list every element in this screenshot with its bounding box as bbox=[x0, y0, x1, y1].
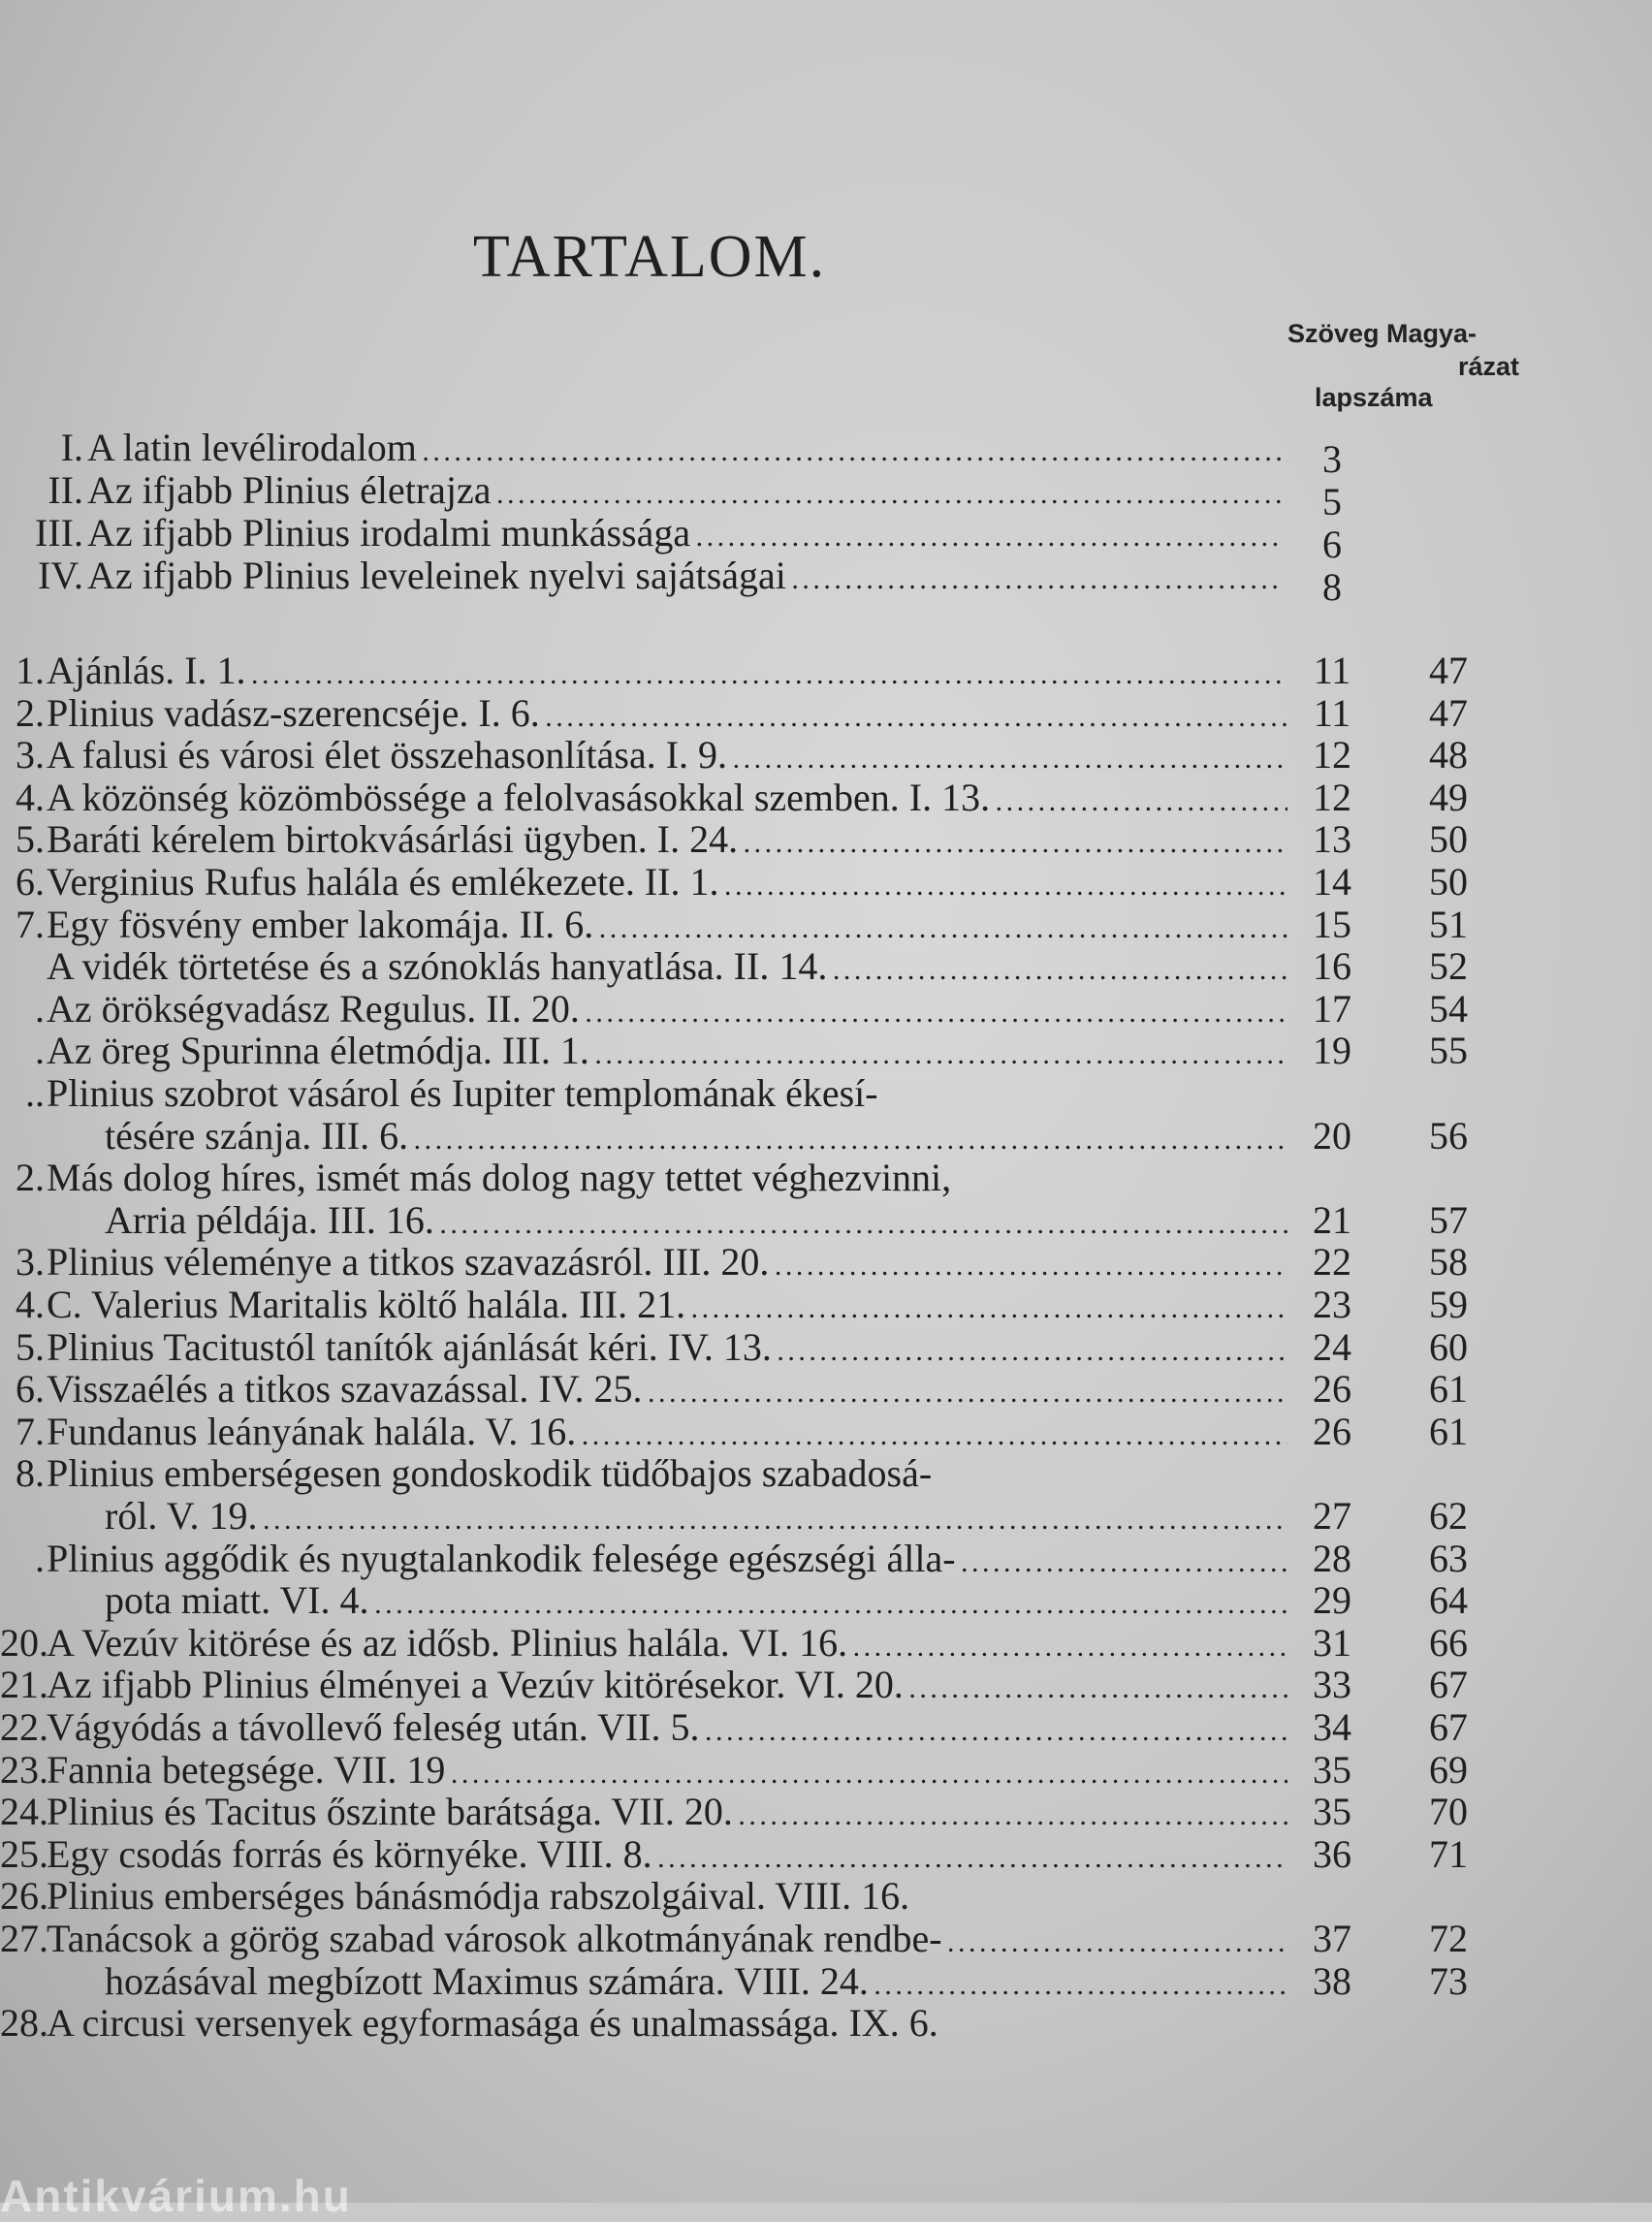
toc-commentary-page: 69 bbox=[1429, 1747, 1468, 1792]
toc-commentary-page: 59 bbox=[1429, 1283, 1468, 1326]
toc-title-text: Plinius aggődik és nyugtalankodik felesége egészségi álla- . . . bbox=[47, 1538, 1287, 1580]
toc-row bbox=[0, 1749, 1551, 1792]
toc-commentary-page: 72 bbox=[1429, 1917, 1468, 1960]
toc-title-text: Más dolog híres, ismét más dolog nagy tettet véghezvinni, bbox=[47, 1156, 952, 1200]
toc-title-text: hozásával megbízott Maximus számára. VIII. 24. . . . bbox=[105, 1960, 1287, 2003]
toc-row bbox=[0, 692, 1551, 735]
toc-number: 5. bbox=[16, 1324, 45, 1369]
toc-number: 26. bbox=[0, 1874, 48, 1919]
toc-title-text: Vágyódás a távollevő feleség után. VII. 5. . . . bbox=[47, 1706, 1287, 1749]
toc-title-text: A Vezúv kitörése és az idősb. Plinius halála. VI. 16. . . . bbox=[47, 1622, 1287, 1665]
toc-text-page: 23 bbox=[1313, 1283, 1351, 1326]
toc-title bbox=[47, 1241, 1287, 1287]
toc-number: 27. bbox=[0, 1917, 48, 1960]
toc-number: 7. bbox=[16, 1409, 45, 1453]
column-header-commentary: rázat bbox=[1458, 352, 1520, 381]
toc-intro-number: II. bbox=[48, 468, 83, 512]
toc-title bbox=[105, 1579, 1287, 1626]
toc-title bbox=[47, 1452, 937, 1495]
toc-text-page: 24 bbox=[1313, 1324, 1351, 1369]
toc-title-text: Fannia betegsége. VII. 19 . . . bbox=[47, 1749, 1287, 1792]
toc-text-page: 12 bbox=[1313, 733, 1351, 778]
toc-row bbox=[0, 1241, 1551, 1284]
toc-text-page: 16 bbox=[1313, 944, 1351, 989]
toc-number: .. bbox=[25, 1071, 45, 1115]
toc-row bbox=[0, 1157, 1551, 1199]
toc-title bbox=[47, 904, 1287, 950]
toc-row bbox=[0, 734, 1551, 777]
toc-title-text: Arria példája. III. 16. . . . bbox=[105, 1199, 1287, 1242]
toc-title bbox=[47, 1072, 884, 1115]
toc-row bbox=[0, 1875, 1551, 1918]
toc-title bbox=[47, 1368, 1287, 1414]
toc-title bbox=[47, 1411, 1287, 1457]
toc-number: 24. bbox=[0, 1790, 48, 1834]
toc-number: . bbox=[35, 986, 45, 1031]
toc-title-text: Plinius emberséges bánásmódja rabszolgáival. VIII. 16. bbox=[47, 1874, 910, 1919]
toc-row bbox=[0, 777, 1551, 819]
toc-title bbox=[47, 1538, 1287, 1584]
toc-title-text: Visszaélés a titkos szavazással. IV. 25. . . . bbox=[47, 1368, 1287, 1411]
toc-row bbox=[0, 818, 1551, 861]
toc-number: 25. bbox=[0, 1831, 48, 1876]
toc-title-text: Plinius vadász-szerencséje. I. 6. . . . bbox=[47, 692, 1287, 735]
toc-row bbox=[0, 2002, 1551, 2045]
toc-title-text: tésére szánja. III. 6. . . . bbox=[105, 1115, 1287, 1158]
toc-commentary-page: 58 bbox=[1429, 1240, 1468, 1285]
toc-commentary-page: 70 bbox=[1429, 1790, 1468, 1834]
toc-title-text: Verginius Rufus halála és emlékezete. II. 1. . . . bbox=[47, 861, 1287, 904]
toc-title bbox=[47, 1791, 1287, 1837]
toc-title-text: ról. V. 19. . . . bbox=[105, 1495, 1287, 1538]
toc-commentary-page: 61 bbox=[1429, 1367, 1468, 1412]
toc-title bbox=[47, 1918, 1287, 1964]
watermark: Antikvárium.hu bbox=[0, 2171, 352, 2221]
toc-number: . bbox=[35, 1029, 45, 1073]
toc-number: 4. bbox=[16, 1283, 45, 1326]
toc-number: 1. bbox=[16, 649, 45, 692]
toc-intro-number: IV. bbox=[37, 554, 83, 597]
toc-commentary-page: 51 bbox=[1429, 902, 1468, 946]
toc-row bbox=[0, 988, 1551, 1031]
toc-row bbox=[0, 1030, 1551, 1072]
toc-row bbox=[0, 861, 1551, 904]
toc-row bbox=[0, 1115, 1551, 1158]
toc-commentary-page: 67 bbox=[1429, 1705, 1468, 1749]
toc-row bbox=[0, 1326, 1551, 1369]
toc-intro-number: III. bbox=[35, 511, 83, 555]
toc-title bbox=[47, 2002, 944, 2045]
toc-number: 3. bbox=[16, 1240, 45, 1285]
toc-intro-title-text: Az ifjabb Plinius életrajza . . . bbox=[87, 469, 1282, 512]
toc-number: 2. bbox=[16, 1156, 45, 1200]
toc-intro-title bbox=[87, 469, 1282, 516]
toc-row bbox=[0, 1664, 1551, 1706]
toc-title-text: C. Valerius Maritalis költő halála. III. 21. . . . bbox=[47, 1284, 1287, 1326]
toc-title-text: Egy csodás forrás és környéke. VIII. 8. . . . bbox=[47, 1833, 1287, 1876]
toc-number: 4. bbox=[16, 775, 45, 819]
toc-text-page: 34 bbox=[1313, 1705, 1351, 1749]
page-title: TARTALOM. bbox=[472, 224, 827, 290]
toc-title bbox=[47, 818, 1287, 865]
toc-row bbox=[0, 1199, 1551, 1242]
toc-title-text: A falusi és városi élet összehasonlítása. I. 9. . . . bbox=[47, 734, 1287, 777]
toc-row bbox=[0, 1791, 1551, 1833]
toc-title bbox=[47, 988, 1287, 1034]
toc-title-text: Baráti kérelem birtokvásárlási ügyben. I. 24. . . . bbox=[47, 818, 1287, 861]
toc-text-page: 37 bbox=[1313, 1917, 1351, 1960]
toc-title-text: A közönség közömbössége a felolvasásokkal szemben. I. 13. . . . bbox=[47, 777, 1287, 819]
toc-row bbox=[0, 1579, 1551, 1622]
toc-intro-number: I. bbox=[60, 426, 83, 469]
toc-intro-page: 3 bbox=[1322, 437, 1342, 481]
toc-title-text: Plinius szobrot vásárol és Iupiter templomának ékesí- bbox=[47, 1071, 878, 1115]
toc-text-page: 33 bbox=[1313, 1663, 1351, 1707]
toc-commentary-page: 64 bbox=[1429, 1578, 1468, 1623]
toc-commentary-page: 55 bbox=[1429, 1029, 1468, 1073]
toc-number: 5. bbox=[16, 817, 45, 862]
toc-commentary-page: 49 bbox=[1429, 775, 1468, 819]
toc-title bbox=[47, 945, 1287, 992]
toc-text-page: 31 bbox=[1313, 1620, 1351, 1665]
toc-row bbox=[0, 945, 1551, 988]
toc-number: 6. bbox=[16, 1367, 45, 1412]
toc-title-text: Egy fösvény ember lakomája. II. 6. . . . bbox=[47, 904, 1287, 946]
toc-title bbox=[47, 1157, 957, 1199]
toc-title bbox=[105, 1199, 1287, 1246]
toc-commentary-page: 56 bbox=[1429, 1113, 1468, 1158]
toc-text-page: 22 bbox=[1313, 1240, 1351, 1285]
toc-commentary-page: 71 bbox=[1429, 1831, 1468, 1876]
toc-title bbox=[47, 734, 1287, 780]
toc-commentary-page: 63 bbox=[1429, 1536, 1468, 1580]
toc-title-text: Plinius emberségesen gondoskodik tüdőbajos szabadosá- bbox=[47, 1451, 933, 1496]
toc-title bbox=[47, 1875, 915, 1918]
toc-text-page: 14 bbox=[1313, 860, 1351, 904]
toc-commentary-page: 52 bbox=[1429, 944, 1468, 989]
toc-title bbox=[105, 1115, 1287, 1161]
toc-text-page: 13 bbox=[1313, 817, 1351, 862]
toc-row bbox=[0, 1495, 1551, 1538]
toc-intro-row bbox=[0, 554, 1551, 609]
toc-text-page: 11 bbox=[1313, 649, 1351, 692]
toc-number: 28. bbox=[0, 2001, 48, 2046]
toc-intro-title bbox=[87, 427, 1282, 473]
toc-number: 3. bbox=[16, 733, 45, 778]
toc-title bbox=[47, 1284, 1287, 1330]
toc-text-page: 19 bbox=[1313, 1029, 1351, 1073]
toc-number: 23. bbox=[0, 1747, 48, 1792]
toc-title-text: Plinius és Tacitus őszinte barátsága. VII. 20. . . . bbox=[47, 1791, 1287, 1833]
toc-commentary-page: 60 bbox=[1429, 1324, 1468, 1369]
toc-intro-row bbox=[0, 426, 1551, 481]
toc-number: 20. bbox=[0, 1620, 48, 1665]
toc-commentary-page: 48 bbox=[1429, 733, 1468, 778]
toc-commentary-page: 62 bbox=[1429, 1494, 1468, 1538]
toc-title bbox=[47, 1664, 1287, 1710]
toc-text-page: 21 bbox=[1313, 1197, 1351, 1242]
toc-title-text: A vidék törtetése és a szónoklás hanyatlása. II. 14. . . . bbox=[47, 945, 1287, 988]
toc-text-page: 26 bbox=[1313, 1367, 1351, 1412]
toc-number: 6. bbox=[16, 860, 45, 904]
toc-text-page: 26 bbox=[1313, 1409, 1351, 1453]
toc-intro-title-text: Az ifjabb Plinius leveleinek nyelvi sajátságai . . . bbox=[87, 555, 1282, 597]
toc-number: 7. bbox=[16, 902, 45, 946]
toc-row bbox=[0, 1284, 1551, 1326]
toc-number: 22. bbox=[0, 1705, 48, 1749]
toc-text-page: 20 bbox=[1313, 1113, 1351, 1158]
toc-row bbox=[0, 1918, 1551, 1960]
toc-commentary-page: 50 bbox=[1429, 817, 1468, 862]
column-header-page-number: lapszáma bbox=[1315, 383, 1433, 412]
toc-title bbox=[47, 1326, 1287, 1373]
toc-row bbox=[0, 1452, 1551, 1495]
toc-title bbox=[47, 1833, 1287, 1880]
toc-text-page: 29 bbox=[1313, 1578, 1351, 1623]
toc-commentary-page: 47 bbox=[1429, 649, 1468, 692]
toc-text-page: 38 bbox=[1313, 1958, 1351, 2003]
toc-text-page: 35 bbox=[1313, 1790, 1351, 1834]
toc-row bbox=[0, 1706, 1551, 1749]
toc-commentary-page: 47 bbox=[1429, 690, 1468, 735]
toc-text-page: 27 bbox=[1313, 1494, 1351, 1538]
toc-title bbox=[47, 692, 1287, 739]
toc-text-page: 11 bbox=[1313, 690, 1351, 735]
toc-commentary-page: 67 bbox=[1429, 1663, 1468, 1707]
toc-row bbox=[0, 1622, 1551, 1665]
toc-title-text: Az öreg Spurinna életmódja. III. 1. . . . bbox=[47, 1030, 1287, 1072]
toc-intro-row bbox=[0, 468, 1551, 524]
toc-commentary-page: 66 bbox=[1429, 1620, 1468, 1665]
toc-text-page: 17 bbox=[1313, 986, 1351, 1031]
toc-title-text: Fundanus leányának halála. V. 16. . . . bbox=[47, 1411, 1287, 1453]
toc-row bbox=[0, 1368, 1551, 1411]
toc-title bbox=[105, 1960, 1287, 2007]
toc-intro-row bbox=[0, 511, 1551, 566]
toc-text-page: 15 bbox=[1313, 902, 1351, 946]
toc-intro-page: 6 bbox=[1322, 523, 1342, 566]
toc-commentary-page: 73 bbox=[1429, 1958, 1468, 2003]
toc-row bbox=[0, 1833, 1551, 1876]
toc-number: 8. bbox=[16, 1451, 45, 1496]
toc-title-text: Ajánlás. I. 1. . . . bbox=[47, 650, 1287, 692]
toc-row bbox=[0, 1960, 1551, 2003]
toc-intro-title bbox=[87, 512, 1282, 558]
toc-intro-title bbox=[87, 555, 1282, 601]
toc-title bbox=[105, 1495, 1287, 1541]
toc-title bbox=[47, 861, 1287, 907]
toc-title bbox=[47, 1030, 1287, 1076]
toc-commentary-page: 61 bbox=[1429, 1409, 1468, 1453]
toc-text-page: 35 bbox=[1313, 1747, 1351, 1792]
toc-intro-title-text: Az ifjabb Plinius irodalmi munkássága . . . bbox=[87, 512, 1282, 555]
toc-number: 21. bbox=[0, 1663, 48, 1707]
toc-text-page: 12 bbox=[1313, 775, 1351, 819]
toc-row bbox=[0, 650, 1551, 692]
toc-title-text: pota miatt. VI. 4. . . . bbox=[105, 1579, 1287, 1622]
toc-row bbox=[0, 904, 1551, 946]
toc-number: . bbox=[35, 1536, 45, 1580]
toc-title bbox=[47, 1706, 1287, 1753]
toc-row bbox=[0, 1411, 1551, 1453]
toc-title-text: Tanácsok a görög szabad városok alkotmányának rendbe- . . . bbox=[47, 1918, 1287, 1960]
toc-title bbox=[47, 1749, 1287, 1795]
toc-number: 2. bbox=[16, 690, 45, 735]
toc-title bbox=[47, 777, 1287, 823]
toc-text-page: 36 bbox=[1313, 1831, 1351, 1876]
toc-title bbox=[47, 1622, 1287, 1668]
toc-commentary-page: 50 bbox=[1429, 860, 1468, 904]
toc-commentary-page: 57 bbox=[1429, 1197, 1468, 1242]
toc-title-text: Az ifjabb Plinius élményei a Vezúv kitörésekor. VI. 20. . . . bbox=[47, 1664, 1287, 1706]
toc-title-text: Plinius Tacitustól tanítók ajánlását kéri. IV. 13. . . . bbox=[47, 1326, 1287, 1369]
toc-intro-page: 8 bbox=[1322, 565, 1342, 609]
column-header-text-pages: Szöveg Magya- bbox=[1287, 319, 1477, 348]
toc-row bbox=[0, 1538, 1551, 1580]
toc-title-text: A circusi versenyek egyformasága és unalmassága. IX. 6. bbox=[47, 2001, 938, 2046]
toc-title bbox=[47, 650, 1287, 696]
toc-title-text: Az örökségvadász Regulus. II. 20. . . . bbox=[47, 988, 1287, 1031]
toc-commentary-page: 54 bbox=[1429, 986, 1468, 1031]
toc-intro-title-text: A latin levélirodalom . . . bbox=[87, 427, 1282, 469]
toc-row bbox=[0, 1072, 1551, 1115]
toc-title-text: Plinius véleménye a titkos szavazásról. III. 20. . . . bbox=[47, 1241, 1287, 1284]
toc-intro-page: 5 bbox=[1322, 480, 1342, 524]
toc-text-page: 28 bbox=[1313, 1536, 1351, 1580]
